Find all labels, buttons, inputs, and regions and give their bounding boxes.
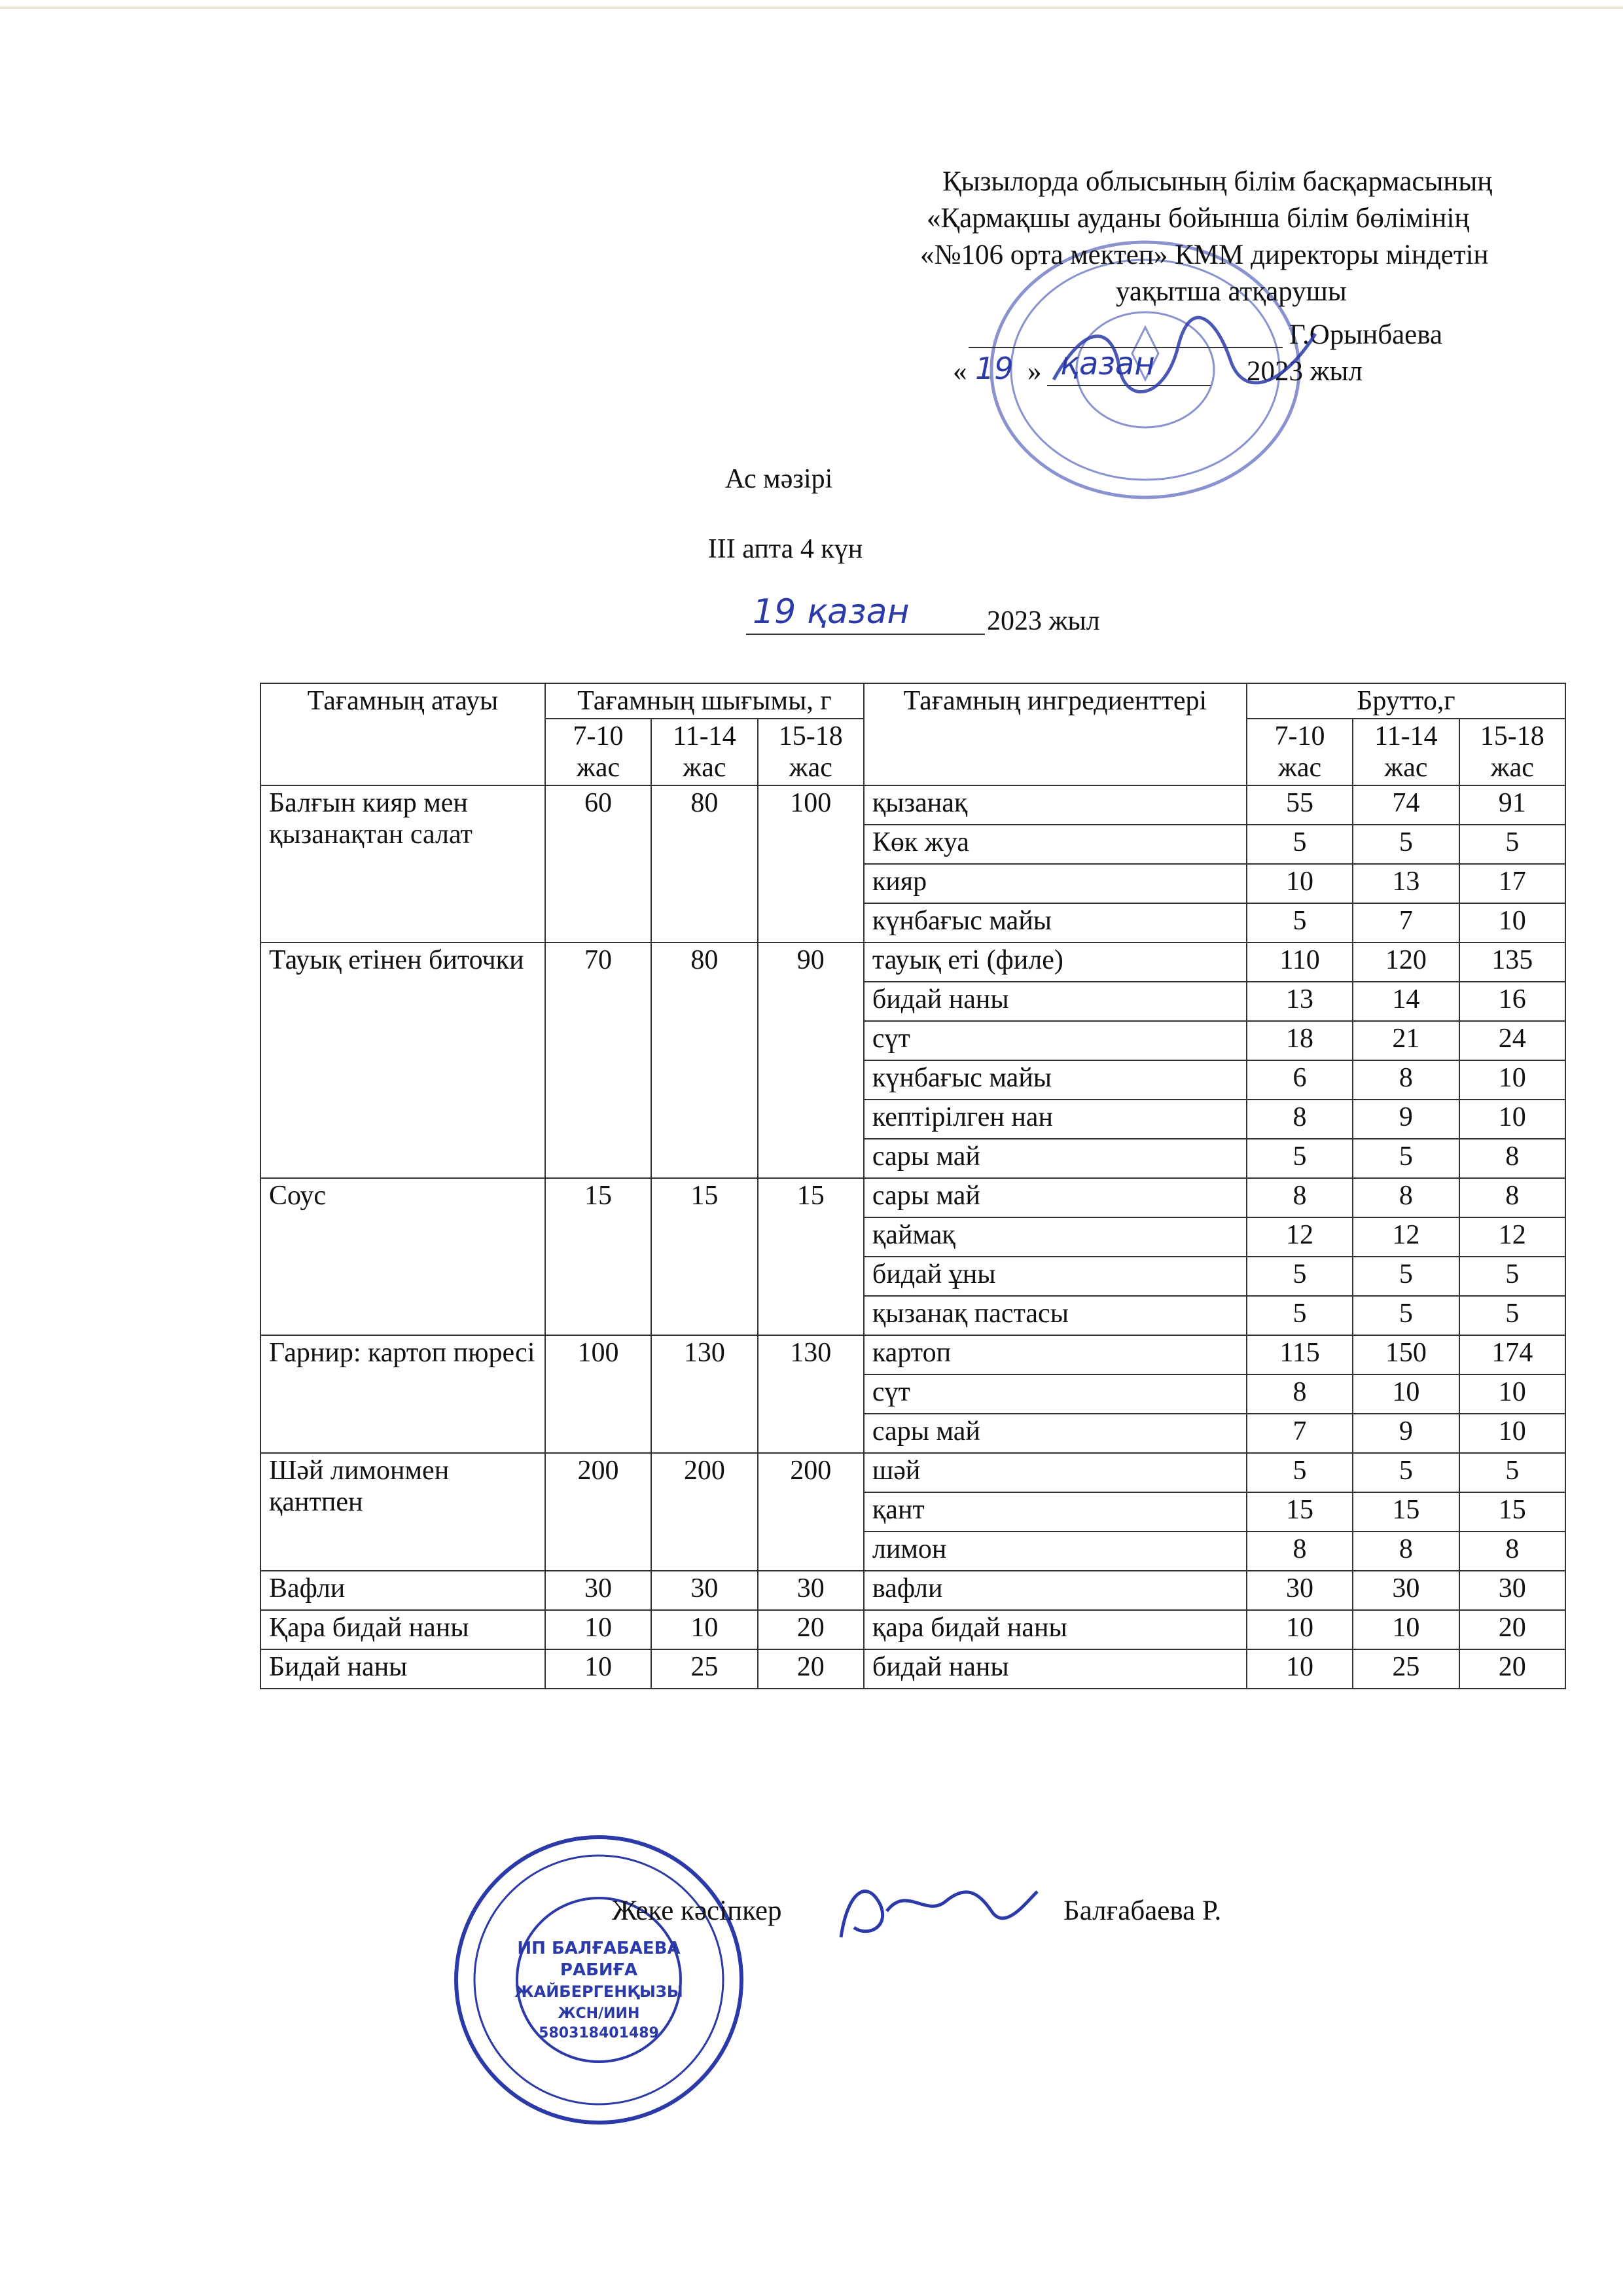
header-brutto-age-7-10: 7-10 жас [1247, 719, 1353, 785]
ingredient-name-cell: күнбағыс майы [864, 1060, 1247, 1100]
ingredient-name-cell: Көк жуа [864, 825, 1247, 864]
ingredient-name-cell: шәй [864, 1453, 1247, 1492]
stamp-text-1: ИП БАЛҒАБАЕВА [517, 1939, 681, 1958]
brutto-cell: 9 [1353, 1100, 1459, 1139]
brutto-cell: 5 [1459, 1296, 1565, 1335]
brutto-cell: 13 [1353, 864, 1459, 903]
brutto-cell: 10 [1459, 1374, 1565, 1414]
ingredient-name-cell: қаймақ [864, 1217, 1247, 1257]
document-date-line [746, 634, 985, 635]
ingredient-name-cell: бидай наны [864, 1649, 1247, 1689]
dish-output-cell: 130 [651, 1335, 757, 1453]
table-row [260, 1610, 1565, 1649]
stamp-text-4: ЖСН/ИИН [558, 2005, 640, 2022]
approval-date-year: 2023 жыл [1247, 356, 1363, 387]
brutto-cell: 10 [1247, 1649, 1353, 1689]
brutto-cell: 8 [1459, 1139, 1565, 1178]
brutto-cell: 5 [1353, 1453, 1459, 1492]
approval-line-1: Қызылорда облысының білім басқармасының [942, 166, 1493, 197]
dish-output-cell: 10 [545, 1649, 651, 1689]
brutto-cell: 5 [1353, 1296, 1459, 1335]
table-row [260, 1453, 1565, 1492]
brutto-cell: 17 [1459, 864, 1565, 903]
ingredient-name-cell: сары май [864, 1414, 1247, 1453]
ingredient-name-cell: кептірілген нан [864, 1100, 1247, 1139]
dish-output-cell: 15 [545, 1178, 651, 1335]
ingredient-name-cell: бидай ұны [864, 1257, 1247, 1296]
ingredient-name-cell: тауық еті (филе) [864, 942, 1247, 982]
approval-signer: Г.Орынбаева [1289, 319, 1443, 350]
ingredient-name-cell: қант [864, 1492, 1247, 1532]
brutto-cell: 8 [1247, 1532, 1353, 1571]
ingredient-name-cell: қара бидай наны [864, 1610, 1247, 1649]
dish-output-cell: 15 [758, 1178, 864, 1335]
dish-output-cell: 200 [651, 1453, 757, 1571]
dish-output-cell: 70 [545, 942, 651, 1178]
dish-output-cell: 60 [545, 785, 651, 942]
brutto-cell: 115 [1247, 1335, 1353, 1374]
dish-output-cell: 80 [651, 942, 757, 1178]
brutto-cell: 24 [1459, 1021, 1565, 1060]
dish-output-cell: 10 [651, 1610, 757, 1649]
brutto-cell: 8 [1247, 1178, 1353, 1217]
ingredient-name-cell: кияр [864, 864, 1247, 903]
dish-output-cell: 100 [758, 785, 864, 942]
brutto-cell: 12 [1247, 1217, 1353, 1257]
brutto-cell: 13 [1247, 982, 1353, 1021]
menu-table-header [260, 683, 1565, 785]
brutto-cell: 8 [1353, 1532, 1459, 1571]
brutto-cell: 5 [1353, 1257, 1459, 1296]
dish-name-cell: Бидай наны [260, 1649, 545, 1689]
dish-name-cell: Балғын кияр мен қызанақтан салат [260, 785, 545, 942]
ingredient-name-cell: вафли [864, 1571, 1247, 1610]
brutto-cell: 15 [1247, 1492, 1353, 1532]
brutto-cell: 21 [1353, 1021, 1459, 1060]
brutto-cell: 110 [1247, 942, 1353, 982]
dish-output-cell: 20 [758, 1610, 864, 1649]
header-output-age-15-18: 15-18 жас [758, 719, 864, 785]
brutto-cell: 10 [1353, 1374, 1459, 1414]
brutto-cell: 55 [1247, 785, 1353, 825]
approval-date-close: » [1027, 356, 1042, 387]
brutto-cell: 15 [1353, 1492, 1459, 1532]
dish-name-cell: Қара бидай наны [260, 1610, 545, 1649]
header-brutto-age-11-14: 11-14 жас [1353, 719, 1459, 785]
brutto-cell: 10 [1247, 864, 1353, 903]
brutto-cell: 5 [1459, 825, 1565, 864]
brutto-cell: 16 [1459, 982, 1565, 1021]
dish-output-cell: 30 [758, 1571, 864, 1610]
document-date-handwritten: 19 қазан [753, 592, 910, 632]
footer-name: Балғабаева Р. [1063, 1895, 1222, 1926]
dish-output-cell: 30 [651, 1571, 757, 1610]
dish-name-cell: Вафли [260, 1571, 545, 1610]
brutto-cell: 20 [1459, 1610, 1565, 1649]
brutto-cell: 5 [1353, 1139, 1459, 1178]
ingredient-name-cell: сары май [864, 1139, 1247, 1178]
header-dish-name: Тағамның атауы [260, 683, 545, 785]
approval-signature [1047, 308, 1322, 412]
brutto-cell: 5 [1247, 1257, 1353, 1296]
table-row [260, 1335, 1565, 1374]
brutto-cell: 25 [1353, 1649, 1459, 1689]
table-row [260, 1571, 1565, 1610]
dish-output-cell: 90 [758, 942, 864, 1178]
brutto-cell: 10 [1459, 903, 1565, 942]
dish-output-cell: 80 [651, 785, 757, 942]
brutto-cell: 12 [1459, 1217, 1565, 1257]
brutto-cell: 91 [1459, 785, 1565, 825]
brutto-cell: 5 [1459, 1257, 1565, 1296]
dish-output-cell: 130 [758, 1335, 864, 1453]
brutto-cell: 120 [1353, 942, 1459, 982]
dish-output-cell: 100 [545, 1335, 651, 1453]
ingredient-name-cell: сары май [864, 1178, 1247, 1217]
brutto-cell: 14 [1353, 982, 1459, 1021]
dish-name-cell: Соус [260, 1178, 545, 1335]
brutto-cell: 135 [1459, 942, 1565, 982]
ingredient-name-cell: лимон [864, 1532, 1247, 1571]
header-ingredients: Тағамның ингредиенттері [864, 683, 1247, 785]
menu-table-body [260, 785, 1565, 1689]
brutto-cell: 150 [1353, 1335, 1459, 1374]
dish-name-cell: Гарнир: картоп пюресі [260, 1335, 545, 1453]
table-row [260, 1649, 1565, 1689]
brutto-cell: 10 [1459, 1100, 1565, 1139]
ingredient-name-cell: бидай наны [864, 982, 1247, 1021]
brutto-cell: 5 [1247, 1139, 1353, 1178]
approval-line-4: уақытша атқарушы [1116, 276, 1347, 307]
brutto-cell: 9 [1353, 1414, 1459, 1453]
header-output-age-7-10: 7-10 жас [545, 719, 651, 785]
brutto-cell: 5 [1353, 825, 1459, 864]
dish-output-cell: 200 [758, 1453, 864, 1571]
brutto-cell: 5 [1247, 903, 1353, 942]
footer-signature [828, 1865, 1044, 1950]
dish-output-cell: 30 [545, 1571, 651, 1610]
brutto-cell: 20 [1459, 1649, 1565, 1689]
ingredient-name-cell: сүт [864, 1021, 1247, 1060]
brutto-cell: 8 [1459, 1178, 1565, 1217]
ingredient-name-cell: күнбағыс майы [864, 903, 1247, 942]
document-title: Ас мәзірі [724, 464, 833, 494]
brutto-cell: 10 [1353, 1610, 1459, 1649]
dish-output-cell: 200 [545, 1453, 651, 1571]
approval-date-day: 19 [975, 351, 1014, 386]
header-output: Тағамның шығымы, г [545, 683, 864, 719]
header-output-age-11-14: 11-14 жас [651, 719, 757, 785]
brutto-cell: 8 [1459, 1532, 1565, 1571]
brutto-cell: 6 [1247, 1060, 1353, 1100]
brutto-cell: 10 [1247, 1610, 1353, 1649]
brutto-cell: 18 [1247, 1021, 1353, 1060]
ingredient-name-cell: сүт [864, 1374, 1247, 1414]
brutto-cell: 174 [1459, 1335, 1565, 1374]
table-row [260, 1178, 1565, 1217]
stamp-text-2: РАБИҒА [560, 1960, 638, 1980]
document-date-year: 2023 жыл [987, 606, 1100, 636]
ingredient-name-cell: қызанақ пастасы [864, 1296, 1247, 1335]
brutto-cell: 8 [1353, 1060, 1459, 1100]
header-brutto: Брутто,г [1247, 683, 1565, 719]
dish-output-cell: 15 [651, 1178, 757, 1335]
stamp-text-5: 580318401489 [539, 2025, 659, 2041]
brutto-cell: 15 [1459, 1492, 1565, 1532]
dish-output-cell: 25 [651, 1649, 757, 1689]
approval-date-month: қазан [1060, 346, 1155, 382]
brutto-cell: 30 [1353, 1571, 1459, 1610]
brutto-cell: 12 [1353, 1217, 1459, 1257]
header-brutto-age-15-18: 15-18 жас [1459, 719, 1565, 785]
brutto-cell: 10 [1459, 1060, 1565, 1100]
brutto-cell: 7 [1247, 1414, 1353, 1453]
dish-output-cell: 20 [758, 1649, 864, 1689]
approval-line-3: «№106 орта мектеп» КММ директоры міндетін [920, 240, 1489, 270]
brutto-cell: 30 [1247, 1571, 1353, 1610]
entrepreneur-stamp [452, 1833, 746, 2127]
table-row [260, 942, 1565, 982]
brutto-cell: 30 [1459, 1571, 1565, 1610]
brutto-cell: 8 [1247, 1100, 1353, 1139]
brutto-cell: 5 [1247, 825, 1353, 864]
brutto-cell: 5 [1459, 1453, 1565, 1492]
brutto-cell: 8 [1247, 1374, 1353, 1414]
brutto-cell: 5 [1247, 1296, 1353, 1335]
menu-table [260, 683, 1566, 1689]
table-row [260, 785, 1565, 825]
dish-name-cell: Тауық етінен биточки [260, 942, 545, 1178]
brutto-cell: 74 [1353, 785, 1459, 825]
page-edge [0, 7, 1623, 9]
stamp-text-3: ЖАЙБЕРГЕНҚЫЗЫ [514, 1982, 683, 2001]
dish-name-cell: Шәй лимонмен қантпен [260, 1453, 545, 1571]
ingredient-name-cell: қызанақ [864, 785, 1247, 825]
approval-date-open: « [953, 356, 967, 387]
document-subtitle: ІІІ апта 4 күн [707, 534, 863, 564]
approval-line-2: «Қармақшы ауданы бойынша білім бөлімінің [927, 203, 1470, 234]
footer-role: Жеке кәсіпкер [612, 1895, 782, 1926]
brutto-cell: 5 [1247, 1453, 1353, 1492]
dish-output-cell: 10 [545, 1610, 651, 1649]
brutto-cell: 7 [1353, 903, 1459, 942]
ingredient-name-cell: картоп [864, 1335, 1247, 1374]
brutto-cell: 10 [1459, 1414, 1565, 1453]
brutto-cell: 8 [1353, 1178, 1459, 1217]
